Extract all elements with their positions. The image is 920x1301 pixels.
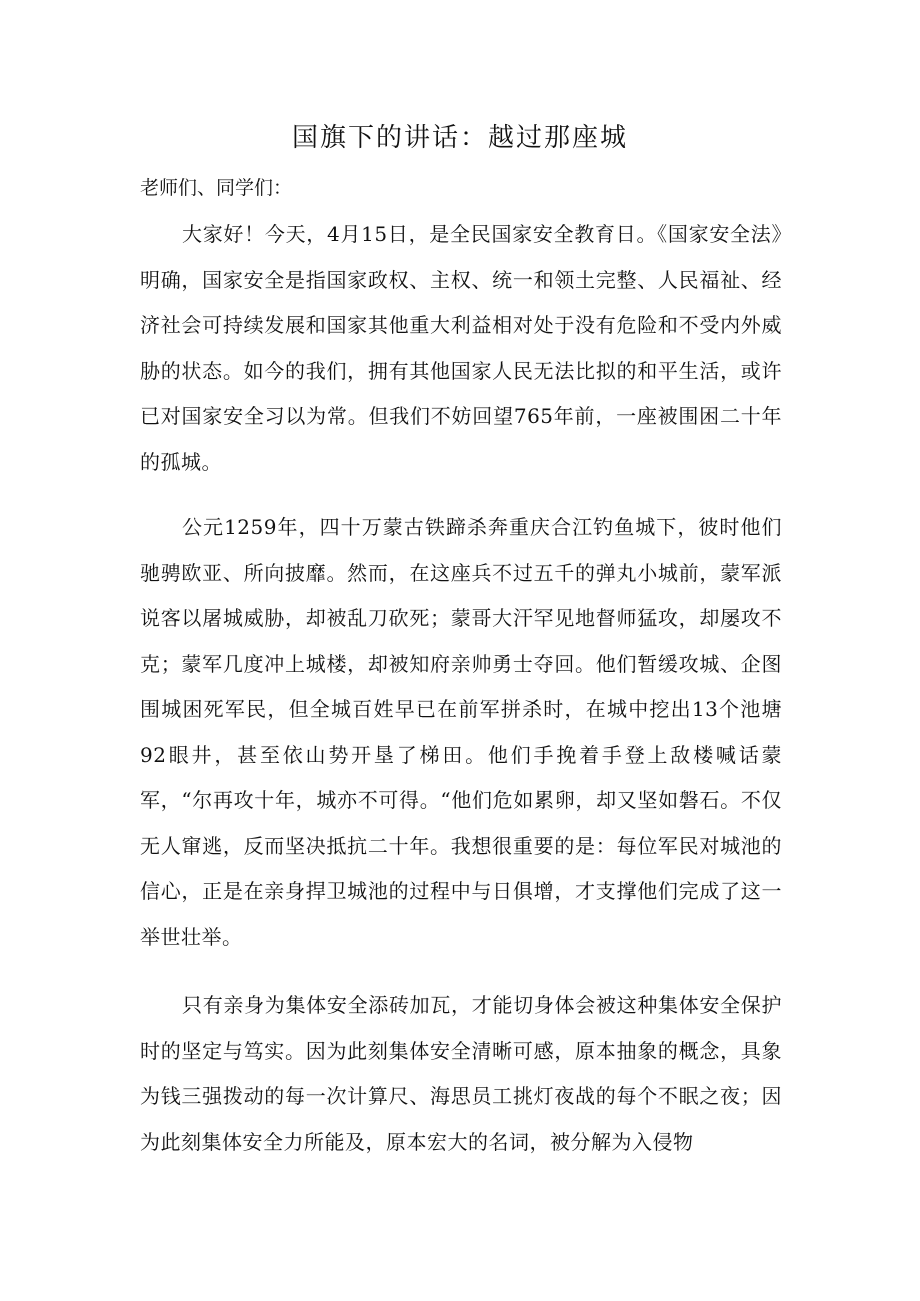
salutation: 老师们、同学们： (140, 177, 293, 199)
paragraph-2: 公元1259年，四十万蒙古铁蹄杀奔重庆合江钓鱼城下，彼时他们驰骋欧亚、所向披靡。然而，在这座兵不过五千的弹丸小城前，蒙军派说客以屠城威胁，却被乱刀砍死；蒙哥大汗罕见地督师猛攻，却屡攻不克；蒙军几度冲上城楼，却被知府亲帅勇士夺回。他们暂缓攻城、企图围城困死军民，但全城百姓早已在前军拼杀时，在城中挖出13个池塘92眼井，甚至依山势开垦了梯田。他们手挽着手登上敌楼喊话蒙军，“尔再攻十年，城亦不可得。“他们危如累卵，却又坚如磐石。不仅无人窜逃，反而坚决抵抗二十年。我想很重要的是：每位军民对城池的信心，正是在亲身捍卫城池的过程中与日俱增，才支撑他们完成了这一举世壮举。 (140, 515, 782, 949)
document-title: 国旗下的讲话：越过那座城 (291, 123, 628, 153)
paragraph-1: 大家好！今天，4月15日，是全民国家安全教育日。《国家安全法》明确，国家安全是指国家政权、主权、统一和领土完整、人民福祉、经济社会可持续发展和国家其他重大利益相对处于没有危险和不受内外威胁的状态。如今的我们，拥有其他国家人民无法比拟的和平生活，或许已对国家安全习以为常。但我们不妨回望765年前，一座被围困二十年的孤城。 (140, 222, 782, 474)
paragraph-3: 只有亲身为集体安全添砖加瓦，才能切身体会被这种集体安全保护时的坚定与笃实。因为此刻集体安全清晰可感，原本抽象的概念，具象为钱三强拨动的每一次计算尺、海思员工挑灯夜战的每个不眠之夜；因为此刻集体安全力所能及，原本宏大的名词，被分解为入侵物 (140, 993, 782, 1154)
